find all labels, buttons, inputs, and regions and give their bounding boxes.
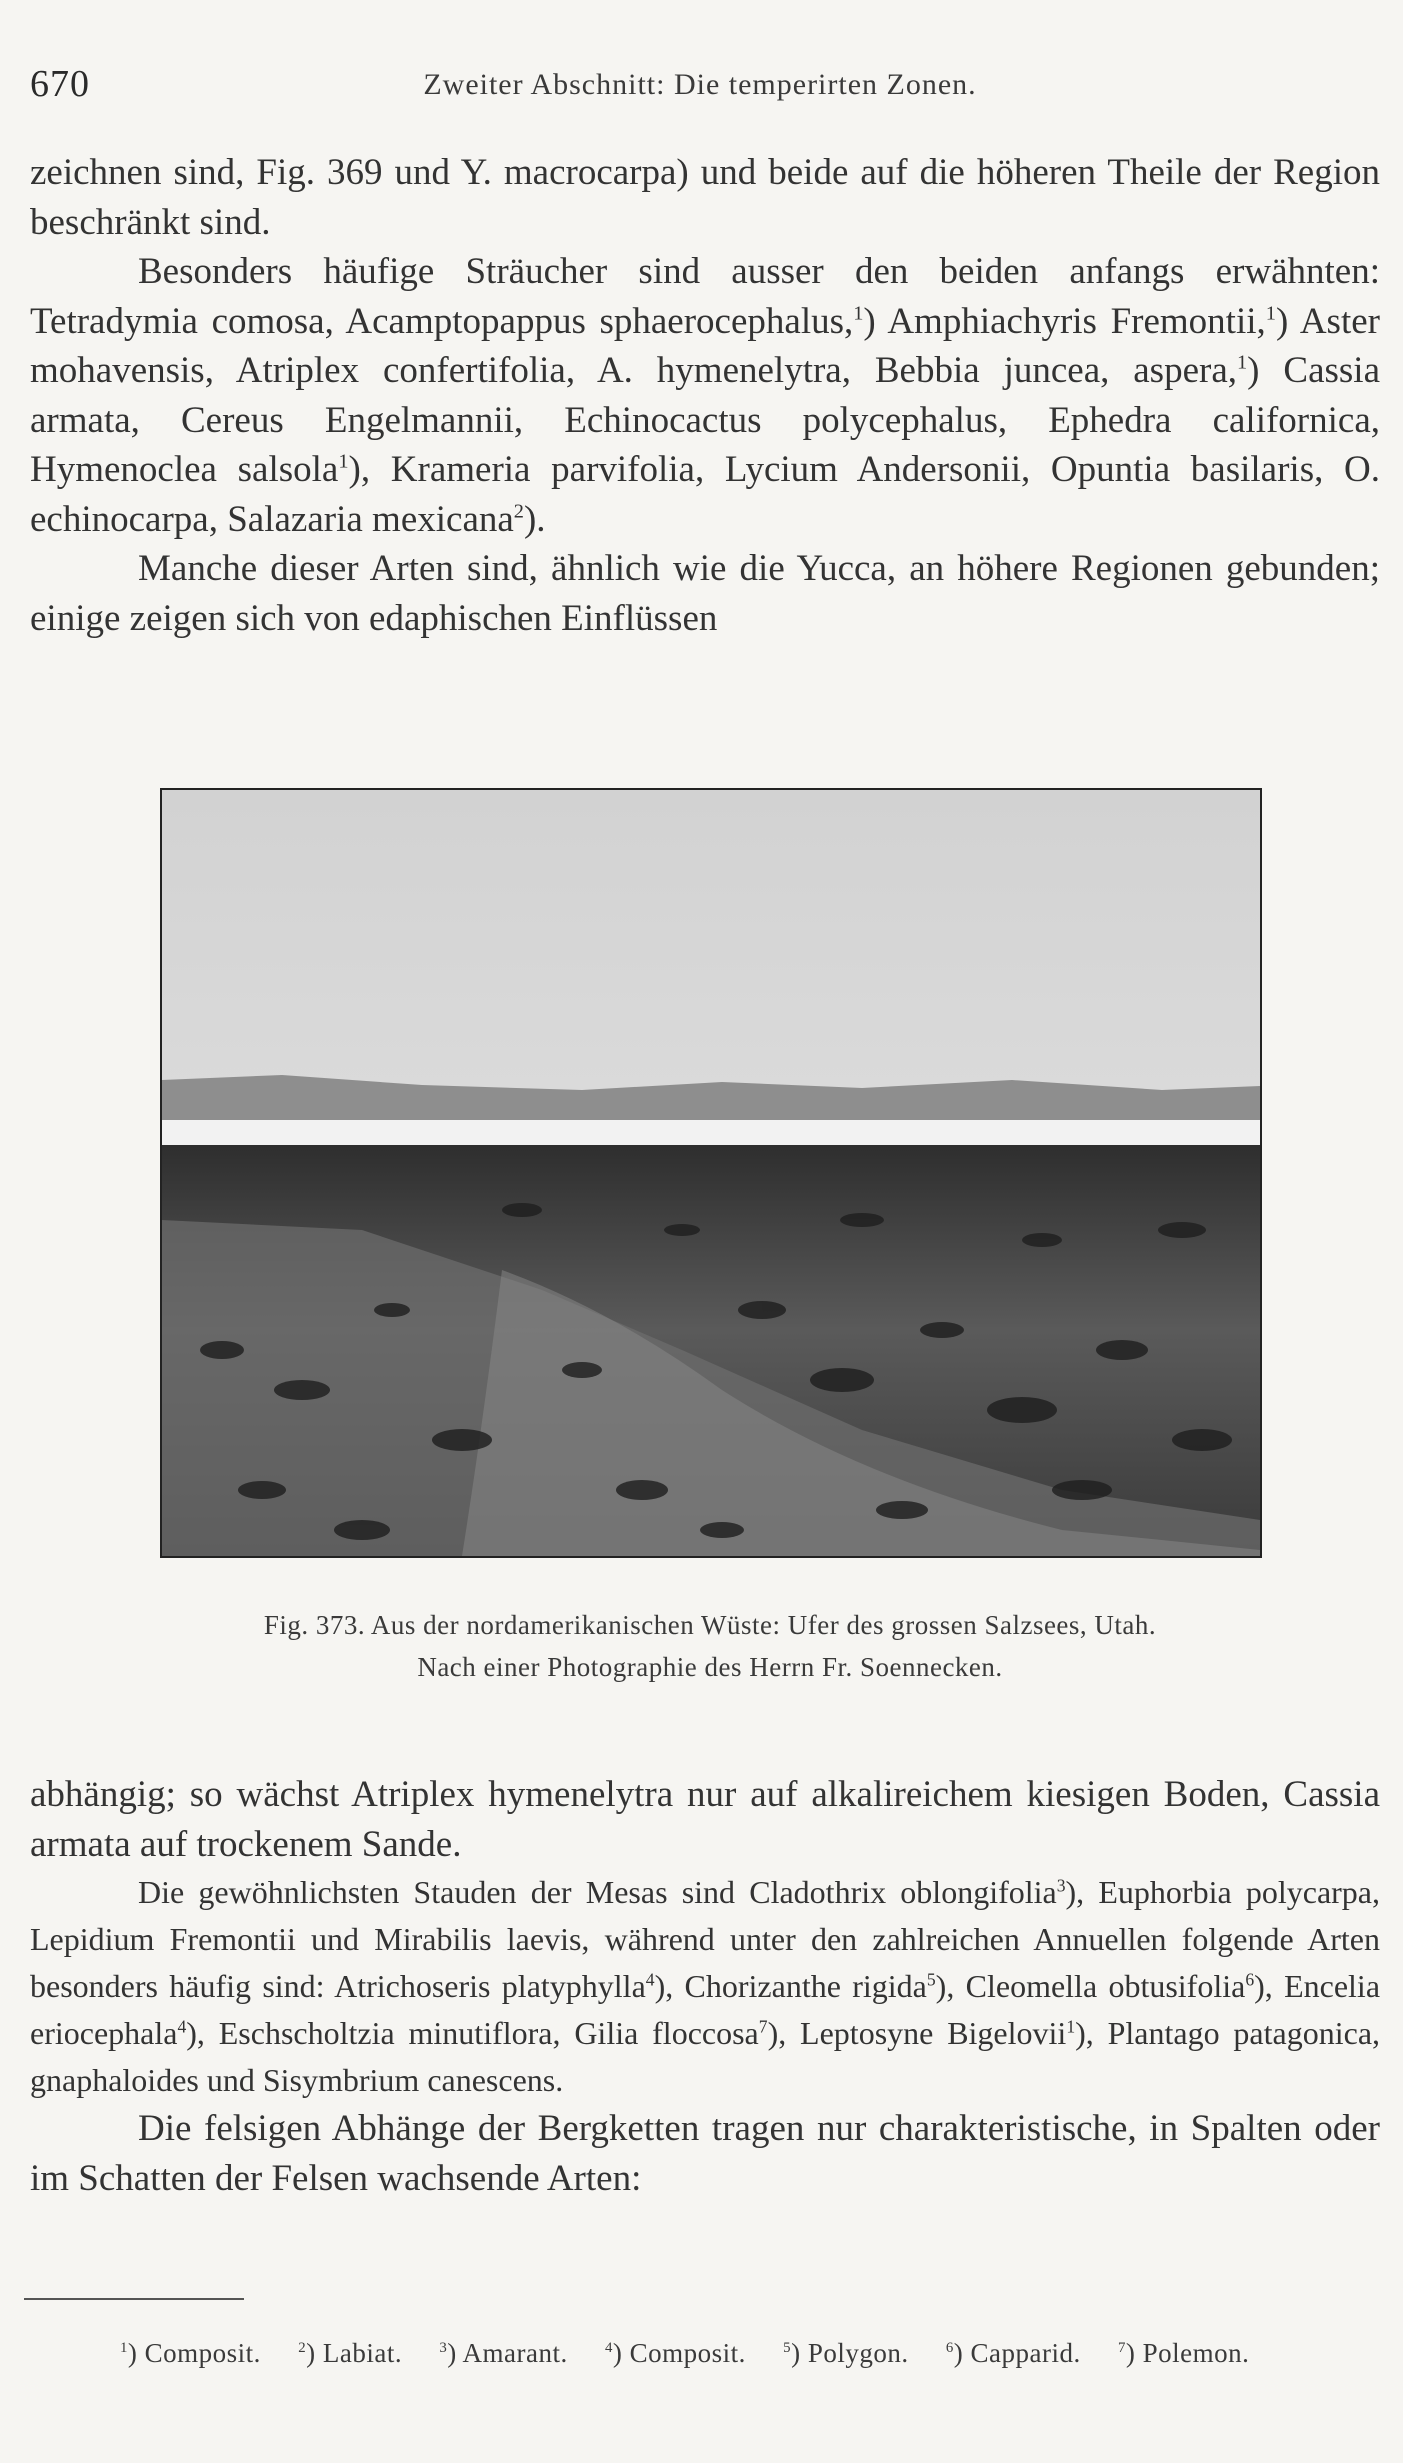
footnote-item: $^4$) Composit. — [604, 2338, 746, 2368]
footnote-item: $^6$) Capparid. — [945, 2338, 1081, 2368]
paragraph-rocky-slopes: Die felsigen Abhänge der Bergketten tragen nur charakteristische, in Spalten oder im Schatten der Felsen wachsende Arten: — [30, 2108, 1380, 2199]
caption-line-1: Fig. 373. Aus der nordamerikanischen Wüste: Ufer des grossen Salzsees, Utah. — [263, 1610, 1157, 1640]
figure-caption — [60, 1604, 1360, 1688]
footnote-item: $^2$) Labiat. — [298, 2338, 403, 2368]
footnote-divider — [24, 2298, 244, 2300]
paragraph-shrubs: Besonders häufige Sträucher sind ausser den beiden anfangs erwähnten: Tetradymia comosa, Acamptopappus sphaerocephalus,$^1$) Amphiachyris Fremontii,$^1$) Aster mohavensis, Atriplex confertifolia, A. hymenelytra, Bebbia juncea, aspera,$^1$) Cassia armata, Cereus Engelmannii, Echinocactus polycephalus, Ephedra californica, Hymenoclea salsola$^1$), Krameria parvifolia, Lycium Andersonii, Opuntia basilaris, O. echinocarpa, Salazaria mexicana$^2$). — [30, 251, 1380, 540]
footnote-item: $^3$) Amarant. — [439, 2338, 568, 2368]
desert-landscape-image — [162, 790, 1260, 1556]
figure-photograph — [160, 788, 1262, 1558]
page-header — [30, 62, 1370, 112]
caption-line-2: Nach einer Photographie des Herrn Fr. Soennecken. — [417, 1652, 1003, 1682]
footnotes — [120, 2338, 1360, 2369]
footnote-item: $^5$) Polygon. — [783, 2338, 909, 2368]
footnote-item: $^1$) Composit. — [120, 2338, 261, 2368]
paragraph-continuation: zeichnen sind, Fig. 369 und Y. macrocarpa) und beide auf die höheren Theile der Region beschränkt sind. — [30, 152, 1380, 243]
paragraph-perennials: Die gewöhnlichsten Stauden der Mesas sind Cladothrix oblongifolia$^3$), Euphorbia polycarpa, Lepidium Fremontii und Mirabilis laevis, während unter den zahlreichen Annuellen folgende Arten besonders häufig sind: Atrichoseris platyphylla$^4$), Chorizanthe rigida$^5$), Cleomella obtusifolia$^6$), Encelia eriocephala$^4$), Eschscholtzia minutiflora, Gilia floccosa$^7$), Leptosyne Bigelovii$^1$), Plantago patagonica, gnaphaloides und Sisymbrium canescens. — [30, 1874, 1381, 2098]
footnote-item: $^7$) Polemon. — [1117, 2338, 1250, 2368]
text-block-bottom — [30, 1770, 1380, 2203]
paragraph-edaphic: abhängig; so wächst Atriplex hymenelytra nur auf alkalireichem kiesigen Boden, Cassia armata auf trockenem Sande. — [30, 1774, 1380, 1865]
text-block-top — [30, 148, 1380, 643]
running-title: Zweiter Abschnitt: Die temperirten Zonen. — [423, 68, 977, 101]
paragraph-regions: Manche dieser Arten sind, ähnlich wie die Yucca, an höhere Regionen gebunden; einige zeigen sich von edaphischen Einflüssen — [30, 548, 1380, 639]
page-number: 670 — [30, 63, 90, 105]
